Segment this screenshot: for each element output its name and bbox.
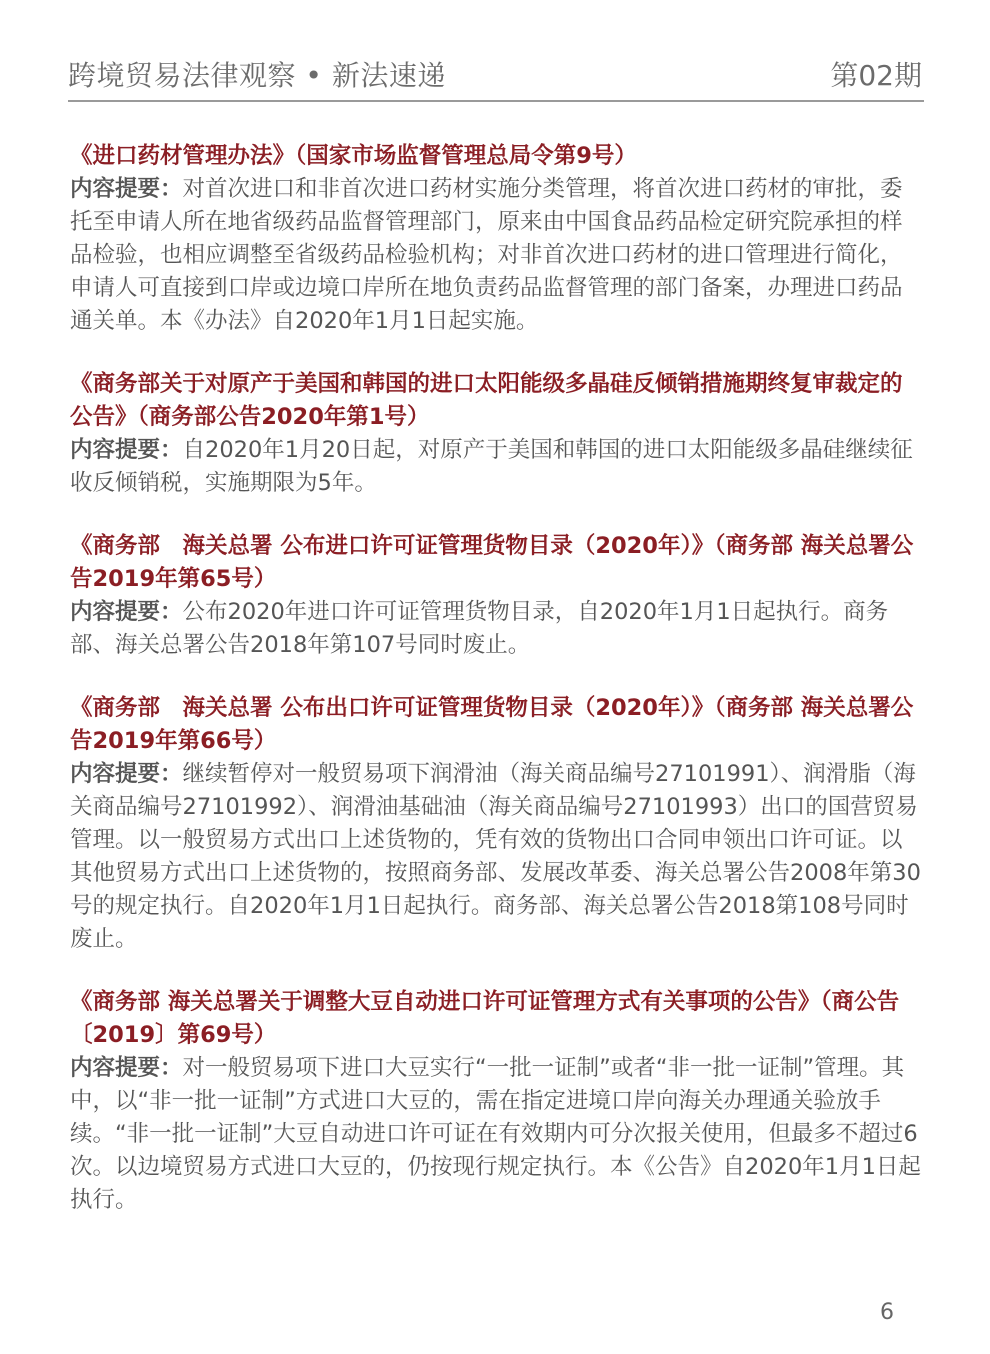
law-entry — [70, 692, 922, 956]
summary-text: 对一般贸易项下进口大豆实行“一批一证制”或者“非一批一证制”管理。其中，以“非一批一证制”方式进口大豆的，需在指定进境口岸向海关办理通关验放手续。“非一批一证制”大豆自动进口许可证在有效期内可分次报关使用，但最多不超过6次。以边境贸易方式进口大豆的，仍按现行规定执行。本《公告》自2020年1月1日起执行。 — [70, 1055, 921, 1213]
summary-text: 继续暂停对一般贸易项下润滑油（海关商品编号27101991）、润滑脂（海关商品编号27101992）、润滑油基础油（海关商品编号27101993）出口的国营贸易管理。以一般贸易方式出口上述货物的，凭有效的货物出口合同申领出口许可证。以其他贸易方式出口上述货物的，按照商务部、发展改革委、海关总署公告2008年第30号的规定执行。自2020年1月1日起执行。商务部、海关总署公告2018第108号同时废止。 — [70, 761, 921, 952]
entry-title: 《商务部关于对原产于美国和韩国的进口太阳能级多晶硅反倾销措施期终复审裁定的公告》（商务部公告2020年第1号） — [70, 371, 903, 430]
issue-number: 第02期 — [830, 59, 922, 92]
summary-label: 内容提要： — [70, 599, 183, 625]
entry-summary — [70, 1052, 922, 1217]
header-title: 跨境贸易法律观察 • 新法速递 — [68, 59, 446, 92]
summary-label: 内容提要： — [70, 1055, 183, 1081]
entry-title: 《商务部 海关总署关于调整大豆自动进口许可证管理方式有关事项的公告》（商公告〔2019〕第69号） — [70, 989, 900, 1048]
main-content — [70, 140, 922, 1247]
entry-summary — [70, 173, 922, 338]
summary-text: 对首次进口和非首次进口药材实施分类管理，将首次进口药材的审批，委托至申请人所在地省级药品监督管理部门，原来由中国食品药品检定研究院承担的样品检验，也相应调整至省级药品检验机构；对非首次进口药材的进口管理进行简化，申请人可直接到口岸或边境口岸所在地负责药品监督管理的部门备案，办理进口药品通关单。本《办法》自2020年1月1日起实施。 — [70, 176, 903, 334]
entry-title: 《进口药材管理办法》（国家市场监督管理总局令第9号） — [70, 143, 637, 169]
law-entry — [70, 368, 922, 500]
law-entry — [70, 140, 922, 338]
summary-label: 内容提要： — [70, 761, 183, 787]
entry-title: 《商务部 海关总署 公布出口许可证管理货物目录（2020年）》（商务部 海关总署公告2019年第66号） — [70, 695, 914, 754]
entry-title: 《商务部 海关总署 公布进口许可证管理货物目录（2020年）》（商务部 海关总署公告2019年第65号） — [70, 533, 914, 592]
law-entry — [70, 530, 922, 662]
entry-summary — [70, 596, 922, 662]
page-number: 6 — [880, 1300, 894, 1325]
summary-text: 公布2020年进口许可证管理货物目录，自2020年1月1日起执行。商务部、海关总署公告2018年第107号同时废止。 — [70, 599, 889, 658]
summary-label: 内容提要： — [70, 176, 183, 202]
entry-summary — [70, 758, 922, 956]
law-entry — [70, 986, 922, 1217]
page-header — [68, 48, 924, 102]
summary-label: 内容提要： — [70, 437, 183, 463]
summary-text: 自2020年1月20日起，对原产于美国和韩国的进口太阳能级多晶硅继续征收反倾销税，实施期限为5年。 — [70, 437, 913, 496]
entry-summary — [70, 434, 922, 500]
